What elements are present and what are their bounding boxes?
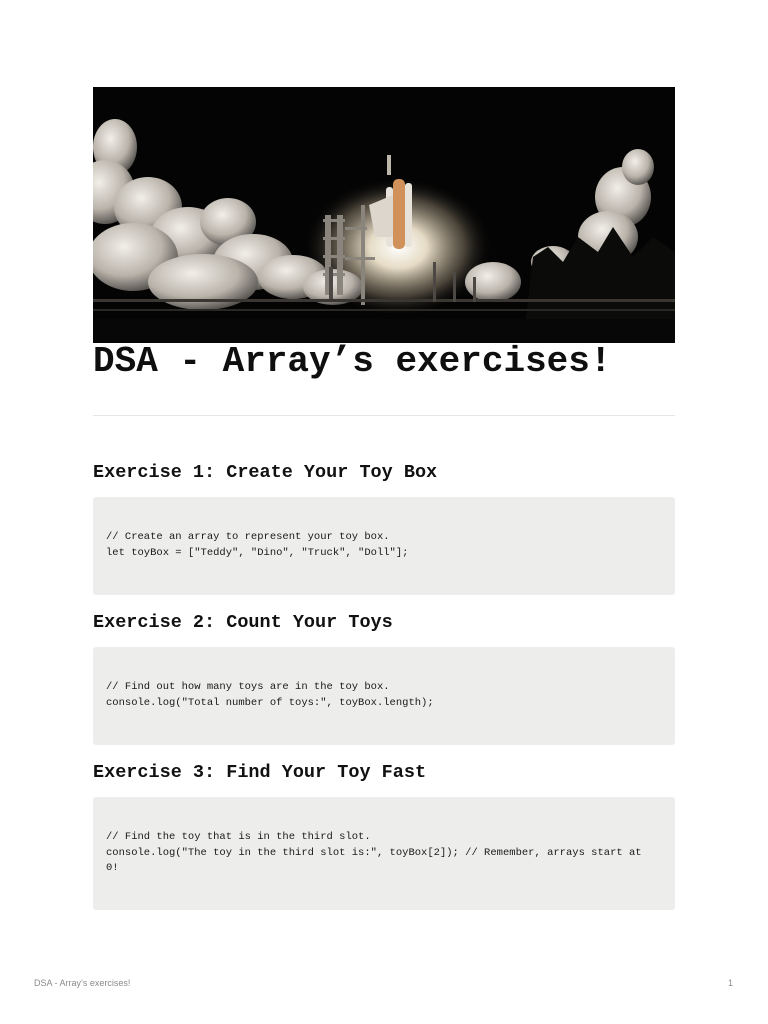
cover-image xyxy=(93,87,675,343)
code-line: 0! xyxy=(106,862,119,874)
footer-title: DSA - Array’s exercises! xyxy=(34,978,131,988)
exercise-1-code-block[interactable] xyxy=(93,497,675,595)
code-line: console.log("The toy in the third slot is:", toyBox[2]); // Remember, arrays start at xyxy=(106,846,642,859)
divider xyxy=(93,415,675,416)
exercise-3-heading: Exercise 3: Find Your Toy Fast xyxy=(93,762,427,783)
page-title: DSA - Array’s exercises! xyxy=(93,341,612,382)
code-line: console.log("Total number of toys:", toyBox.length); xyxy=(106,696,434,709)
exercise-1-heading: Exercise 1: Create Your Toy Box xyxy=(93,462,438,483)
exercise-2-heading: Exercise 2: Count Your Toys xyxy=(93,612,393,633)
code-line: let toyBox = ["Teddy", "Dino", "Truck", "Doll"]; xyxy=(106,546,409,559)
code-line: // Find the toy that is in the third slot. xyxy=(106,831,371,843)
exercise-2-code-block[interactable] xyxy=(93,647,675,745)
shuttle-launch-illustration xyxy=(93,87,675,343)
page-number: 1 xyxy=(727,978,733,988)
code-line: // Find out how many toys are in the toy box. xyxy=(106,681,390,693)
code-line: // Create an array to represent your toy box. xyxy=(106,531,390,543)
exercise-3-code-block[interactable] xyxy=(93,797,675,910)
